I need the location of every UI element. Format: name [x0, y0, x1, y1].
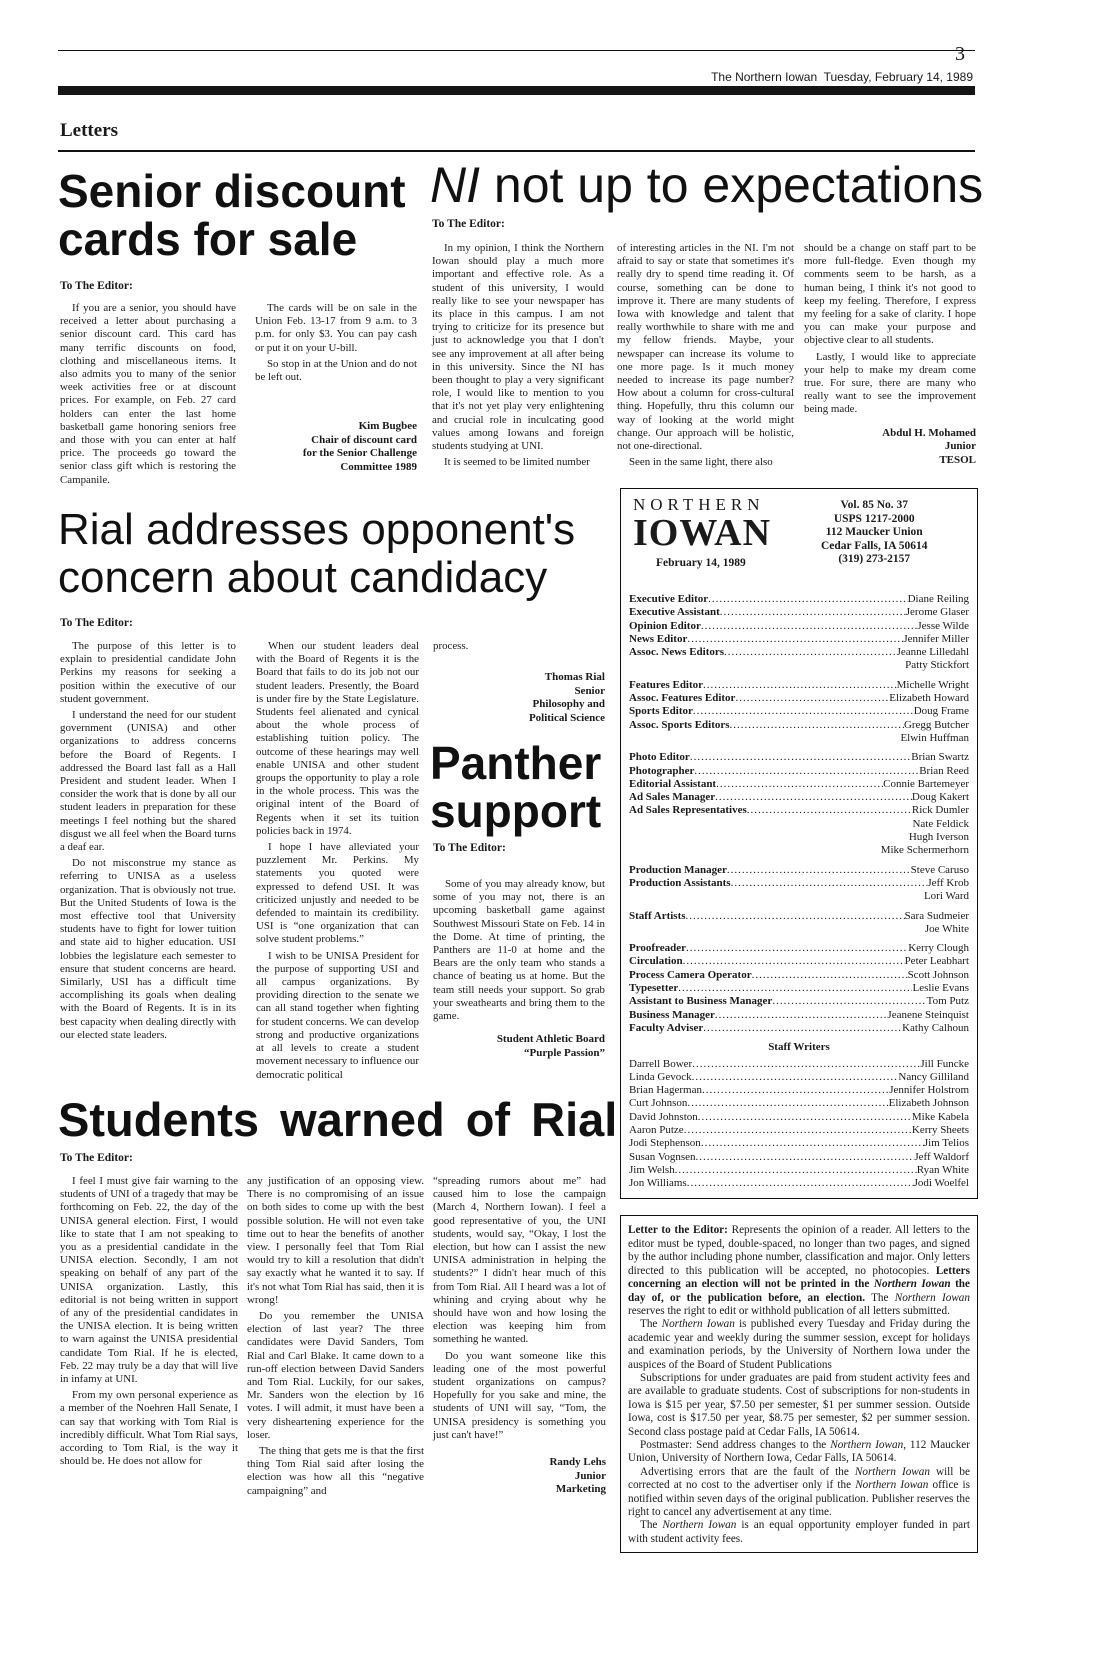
staff-name: Jeanne Lilledahl: [896, 646, 969, 659]
staff-role: Editorial Assistant: [629, 777, 717, 790]
paragraph: If you are a senior, you should have received a letter about purchasing a senior discount card. This card has many terrific discounts on food, clothing and miscellaneous items. It also admits you to many of the senior week activities free or at discount prices. For example, on Feb. 27 card holders can enter the last home basketball game honoring seniors free and those with you can enter at half price. The proceeds go toward the senior class gift which is restoring the Campanile.: [60, 302, 236, 486]
ni-col-1: [432, 242, 604, 472]
paragraph: should be a change on staff part to be more full-fledge. Even though my comments seem to be harsh, as a human being, I think it's not good to keep my feeling. Therefore, I express my feeling for a sake of clarity. I hope you can make your purpose and objective clear to all students.: [804, 242, 976, 347]
staff-row: [629, 804, 969, 817]
staff-writer: Jim Telios: [923, 1137, 969, 1150]
leader-dots: [696, 1151, 915, 1164]
senior-col-2: [255, 302, 417, 474]
staff-group: [629, 942, 969, 1035]
staff-role: Photo Editor: [629, 751, 690, 764]
masthead-info-line: Vol. 85 No. 37: [840, 499, 909, 511]
staff-row: [629, 969, 969, 982]
notice-text: Letters concerning an election will not be printed in the: [628, 1264, 970, 1291]
staff-writers-title: Staff Writers: [768, 1041, 830, 1054]
notice-text: will be corrected at no cost to the advertiser only if the: [628, 1465, 970, 1492]
staff-row: [629, 1009, 969, 1022]
warned-col-3: [433, 1175, 606, 1497]
top-rule: [58, 50, 975, 51]
staff-writer: Nancy Gilliland: [898, 1070, 969, 1083]
notice-paragraph: [628, 1466, 970, 1520]
rial-col-3: [433, 640, 605, 725]
staff-role: Sports Editor: [629, 705, 693, 718]
staff-writer-row: [629, 1124, 969, 1137]
staff-row: [629, 791, 969, 804]
leader-dots: [692, 1071, 899, 1084]
masthead-box: [620, 488, 978, 1199]
staff-role: Staff Artists: [629, 909, 686, 922]
signature-line: Committee 1989: [340, 460, 417, 473]
staff-name: Kerry Clough: [908, 942, 969, 955]
leader-dots: [684, 1124, 912, 1137]
warned-col-2: [247, 1175, 424, 1501]
staff-writer: Jeff Waldorf: [914, 1150, 969, 1163]
staff-writer-row: [629, 1177, 969, 1190]
signature-line: Kim Bugbee: [358, 420, 417, 433]
notice-text: Represents the opinion of a reader. All letters to the editor must be typed, double-spaced, no longer than two pages, and signed by the author including phone number, classification and major. Only letters directed to this publication will be accepted, no photocopies.: [628, 1224, 970, 1277]
leader-dots: [675, 1164, 917, 1177]
staff-writer: Jodi Woelfel: [913, 1177, 969, 1190]
signature-line: Junior: [944, 440, 976, 453]
ni-col-3: [804, 242, 976, 467]
staff-writer: Susan Vognsen: [629, 1150, 696, 1163]
leader-dots: [694, 765, 919, 778]
staff-role: Ad Sales Manager: [629, 791, 716, 804]
notice-text: The: [640, 1519, 663, 1532]
leader-dots: [702, 1084, 889, 1097]
staff-writer-row: [629, 1164, 969, 1177]
masthead-name-top: NORTHERN: [633, 495, 765, 514]
staff-row: [629, 751, 969, 764]
paragraph: I understand the need for our student government (UNISA) and other organizations to address concerns before the Board of Regents. I addressed the Board last fall as a Hall President and student leader. When I consider the work that is done by all our student leaders in preparation for these meetings I feel nothing but the shared disgust we all feel when the Board turns a deaf ear.: [60, 709, 236, 854]
staff-group: [629, 910, 969, 937]
staff-role: Typesetter: [629, 982, 679, 995]
staff-name: Jeff Krob: [927, 876, 969, 889]
staff-row: [629, 606, 969, 619]
paragraph: any justification of an opposing view. There is no compromising of an issue on both sides to come up with the best possible solution. He will not even take time out to hear the benefits of another view. I personally feel that Tom Rial would try to kill a resolution that didn't say exactly what he wanted it to say. If it's not what Tom Rial has said, then it is wrong!: [247, 1175, 424, 1306]
staff-role: Process Camera Operator: [629, 968, 752, 981]
leader-dots: [772, 995, 926, 1008]
masthead-name-bottom: IOWAN: [633, 512, 772, 554]
staff-name: Jerome Glaser: [905, 606, 969, 619]
paragraph: I hope I have alleviated your puzzlement Mr. Perkins. My statements you quoted were expressed to defend USI. It was criticized unjustly and needed to be defended to maintain its credibility. USI is “one organization that can solve student problems.”: [256, 841, 419, 946]
staff-name: Gregg Butcher: [903, 718, 969, 731]
staff-name: Kathy Calhoun: [902, 1021, 969, 1034]
staff-writer: Jon Williams: [629, 1177, 687, 1190]
paragraph: Do you want someone like this leading one of the most powerful student organizations on campus? Hopefully for you sake and mine, the students of UNI will say, “Tom, the UNISA presidency is something you just can't have!”: [433, 1349, 606, 1441]
staff-name: Steve Caruso: [910, 863, 969, 876]
rial-col-2: [256, 640, 419, 1085]
paragraph: The thing that gets me is that the first thing Tom Rial said after losing the election was how all this “negative campaigning” and: [247, 1445, 424, 1497]
staff-row: [629, 705, 969, 718]
leader-dots: [687, 1097, 888, 1110]
staff-name: Elizabeth Howard: [889, 692, 969, 705]
salutation: To The Editor:: [60, 280, 133, 292]
staff-row: [629, 942, 969, 955]
staff-writer: Kerry Sheets: [911, 1123, 969, 1136]
leader-dots: [690, 751, 911, 764]
headline-rest: not up to expectations: [480, 157, 984, 213]
staff-writer: Jennifer Holstrom: [889, 1084, 969, 1097]
staff-name: Nate Feldick: [912, 817, 969, 830]
leader-dots: [686, 942, 908, 955]
staff-role: Proofreader: [629, 942, 687, 955]
section-title: Letters: [60, 120, 119, 141]
staff-row: [629, 620, 969, 633]
paragraph: Lastly, I would like to appreciate your help to make my dream come true. For sure, there are many who really want to see the improvement being made.: [804, 350, 976, 416]
staff-name: Jennifer Miller: [903, 632, 969, 645]
staff-role: Features Editor: [629, 678, 704, 691]
staff-name: Diane Reiling: [907, 593, 969, 605]
signature-rial: [433, 671, 605, 725]
signature-line: Senior: [574, 684, 605, 697]
notice-text: Northern Iowan: [854, 1465, 930, 1478]
notice-text: is an equal opportunity employer funded in part with student activity fees.: [628, 1519, 970, 1545]
leader-dots: [693, 705, 914, 718]
notice-text: is published every Tuesday and Friday during the academic year and weekly during the summer session, except for holidays and examination periods, by the University of Northern Iowa under the auspices of the Board of Student Publications: [628, 1318, 970, 1371]
notice-text: Northern Iowan: [855, 1479, 929, 1492]
notice-text: Letter to the Editor:: [628, 1224, 728, 1237]
staff-writer: Linda Gevock: [629, 1070, 692, 1083]
staff-name: Peter Leabhart: [904, 955, 969, 968]
headline-ni-expectations: [430, 157, 984, 213]
paragraph: Some of you may already know, but some of you may not, there is an upcoming basketball game against Southwest Missouri State on Feb. 14 in the Dome. At time of printing, the Panthers are 11-0 at home and the Bears are the only team who stands a chance of beating us at home. But the team still needs your support. So grab your sweathearts and bring them to the game.: [433, 878, 605, 1023]
staff-role: Executive Editor: [629, 593, 709, 605]
signature-line: TESOL: [939, 453, 976, 466]
paper-dateline: The Northern Iowan Tuesday, February 14, 1989: [711, 70, 973, 84]
signature-line: Marketing: [555, 1483, 606, 1496]
staff-row: [629, 864, 969, 877]
staff-role: Assoc. Features Editor: [629, 692, 736, 705]
header-bar: [58, 86, 975, 95]
staff-role: Assoc. News Editors: [629, 646, 725, 659]
staff-row: [629, 633, 969, 646]
staff-name: Lori Ward: [923, 890, 969, 903]
staff-row: [629, 778, 969, 791]
ni-col-2: [617, 242, 794, 472]
staff-role: Assistant to Business Manager: [629, 995, 773, 1008]
leader-dots: [730, 719, 904, 732]
staff-writer: Curt Johnson: [629, 1097, 688, 1110]
staff-name: Tom Putz: [926, 995, 969, 1008]
paragraph: process.: [433, 640, 469, 652]
staff-name: Joe White: [924, 922, 969, 935]
paragraph: Seen in the same light, there also: [629, 456, 773, 469]
staff-name: Doug Kakert: [911, 791, 969, 804]
paragraph: Do you remember the UNISA election of last year? The three candidates were David Sanders, Tom Rial and Carl Blake. It came down to a run-off election between David Sanders and Tom Rial. Luckily, for our sakes, Mr. Sanders won the election by 16 votes. I will admit, it must have been a very disheartening experience for the loser.: [247, 1310, 424, 1441]
paragraph: I feel I must give fair warning to the students of UNI of a tragedy that may be forthcoming on Feb. 22, the day of the UNISA general election. First, I would like to state that I am not speaking to you as a presidential candidate in the UNISA election. Secondly, I am not speaking on behalf of any part of the UNISA organization. Lastly, this editorial is not being written in support of any of the presidential candidates in the UNISA election. It is being written to warn against the UNISA presidential candidate Tom Rial. If he is elected, Feb. 22 may truly be a day that will live in infamy at UNI.: [60, 1175, 238, 1386]
staff-name: Hugh Iverson: [908, 831, 969, 844]
signature-line: Student Athletic Board: [496, 1033, 605, 1046]
headline-line: support: [430, 785, 602, 837]
staff-row: [629, 593, 969, 606]
leader-dots: [715, 791, 912, 804]
notice-paragraph: [628, 1224, 970, 1318]
leader-dots: [752, 969, 908, 982]
signature-line: “Purple Passion”: [524, 1046, 605, 1059]
leader-dots: [686, 910, 905, 923]
headline-italic: NI: [430, 157, 480, 213]
staff-role: Production Manager: [629, 863, 727, 876]
masthead-info-line: 112 Maucker Union: [825, 526, 923, 538]
staff-writer-row: [629, 1084, 969, 1097]
notice-paragraph: [628, 1318, 970, 1372]
notice-text: reserves the right to edit or withhold publication of all letters submitted.: [628, 1304, 950, 1317]
paragraph: In my opinion, I think the Northern Iowan should play a much more important and effective role. As a student of this university, I would really like to see your newspaper has its place in this campus. I am not trying to criticize for its presence but just to acknowledge you that I don't see any improvement at all after being in this university. Since the NI has been thought to play a very significant role, I would like to mention to you that it's not yet play very enlightening and crucial role in inculcating good values among Iowans and foreign students studying at UNI.: [432, 242, 604, 453]
staff-row: [629, 1022, 969, 1035]
leader-dots: [692, 1058, 920, 1071]
signature-line: Randy Lehs: [549, 1456, 606, 1469]
notice-text: Northern Iowan: [894, 1291, 970, 1304]
leader-dots: [703, 679, 897, 692]
staff-group: [629, 593, 969, 673]
notice-text: The: [865, 1291, 895, 1304]
notice-text: Advertising errors that are the fault of the: [640, 1465, 855, 1478]
staff-writer: Elizabeth Johnson: [888, 1097, 969, 1110]
staff-name: Jesse Wilde: [917, 619, 969, 632]
staff-row: [629, 765, 969, 778]
paragraph: of interesting articles in the NI. I'm not afraid to say or state that sometimes it's really dry to spend time reading it. Of course, something can be done to improve it. There are many students of Iowa with knowledge and talent that really worthwhile to share with me and my fellow friends. Maybe, your newspaper can increase its volume to one more page. Is it much money needed to increase its page number? How about a column for cross-cultural thing. Hopefully, thru this column our way of looking at the world might change. Our approach will be holistic, not one-directional.: [617, 242, 794, 453]
notice-text: Northern Iowan: [661, 1318, 735, 1331]
staff-row: [629, 982, 969, 995]
salutation: To The Editor:: [432, 218, 505, 230]
signature-senior: [255, 420, 417, 474]
leader-dots: [716, 778, 883, 791]
staff-name: Jeanene Steinquist: [887, 1008, 969, 1021]
notice-paragraph: [628, 1372, 970, 1439]
leader-dots: [727, 864, 911, 877]
headline-line: Senior discount: [58, 165, 406, 217]
senior-col-1: [60, 302, 236, 490]
paragraph: The purpose of this letter is to explain to presidential candidate John Perkins my reasons for seeking a position within the executive of our student government.: [60, 640, 236, 705]
staff-group: [629, 864, 969, 904]
staff-name: Scott Johnson: [907, 968, 969, 981]
staff-writer: Aaron Putze: [629, 1123, 684, 1136]
leader-dots: [698, 1111, 912, 1124]
staff-writer-row: [629, 1097, 969, 1110]
signature-line: Political Science: [528, 711, 605, 724]
paragraph: It is seemed to be limited number: [444, 456, 590, 469]
notice-text: office is notified within seven days of the original publication. Publisher reserves the right to cancel any advertisement at any time.: [628, 1479, 970, 1518]
staff-row: [629, 679, 969, 692]
staff-role: Photographer: [629, 764, 695, 777]
staff-row: [629, 910, 969, 923]
staff-writer-row: [629, 1111, 969, 1124]
headline-panther-support: [430, 737, 602, 837]
signature-ni: [804, 427, 976, 468]
salutation: To The Editor:: [60, 1152, 133, 1164]
leader-dots: [701, 620, 918, 633]
notice-text: Northern Iowan: [873, 1278, 951, 1291]
headline-line: concern about candidacy: [58, 553, 548, 602]
staff-writer: Jim Welsh: [629, 1163, 675, 1176]
signature-line: Thomas Rial: [544, 671, 605, 684]
leader-dots: [735, 692, 889, 705]
paragraph: The cards will be on sale in the Union Feb. 13-17 from 9 a.m. to 3 p.m. for only $3. You can pay cash or put it on your U-bill.: [255, 302, 417, 354]
staff-name: Brian Reed: [919, 764, 969, 777]
signature-panther: [433, 1033, 605, 1060]
staff-writer: Darrell Bower: [629, 1057, 693, 1070]
leader-dots: [715, 1009, 888, 1022]
panther-col-1: [433, 878, 605, 1060]
masthead-info-line: Cedar Falls, IA 50614: [821, 539, 928, 552]
staff-writer: Mike Kabela: [911, 1110, 969, 1123]
staff-role: News Editor: [629, 632, 688, 645]
staff-role: Opinion Editor: [629, 619, 701, 632]
notice-text: The: [640, 1318, 662, 1331]
staff-writer: Ryan White: [916, 1163, 969, 1176]
salutation: To The Editor:: [433, 842, 506, 854]
masthead-info-line: (319) 273-2157: [838, 553, 911, 565]
notice-text: Subscriptions for under graduates are paid from student activity fees and are available to graduate students. Cost of subscriptions for non-students in Iowa is $15 per year, $7.50 per semester, $1 per summer session. Outside Iowa, cost is $17.50 per year, $8.75 per semester, $2 per summer session. Second class postage paid at Cedar Falls, IA 50614.: [628, 1371, 970, 1438]
masthead-date: February 14, 1989: [656, 557, 746, 569]
paragraph: I wish to be UNISA President for the purpose of supporting USI and all campus organizations. By providing direction to the senate we can all stand together when fighting for student concerns. We can develop strong and productive organizations at all levels to create a student movement necessary to influence our democratic political: [256, 949, 419, 1081]
right-column: [620, 488, 978, 1553]
leader-dots: [701, 1137, 924, 1150]
warned-col-1: [60, 1175, 238, 1471]
notice-text: Northern Iowan: [830, 1438, 904, 1451]
paragraph: So stop in at the Union and do not be left out.: [255, 357, 417, 384]
notice-text: the day of, or the publication before, an election.: [628, 1278, 970, 1304]
staff-writer-row: [629, 1137, 969, 1150]
paragraph: Do not misconstrue my stance as referring to UNISA as a useless organization. That is obviously not true. But the United Students of Iowa is the most effective tool that University students have to fight for lower tuition and state aid to higher education. USI lobbies the legislature each semester to ensure that student concerns are heard. Similarly, USI has a difficult time accomplishing its goals when dealing with the Board of Regents. It is in its best capacity when dealing directly with our elected state leaders.: [60, 857, 236, 1041]
staff-group: [629, 679, 969, 745]
staff-row: [629, 692, 969, 705]
leader-dots: [678, 982, 912, 995]
staff-list: [629, 489, 969, 1190]
signature-line: Philosophy and: [532, 698, 605, 711]
staff-role: Faculty Adviser: [629, 1021, 704, 1034]
signature-line: Junior: [574, 1469, 606, 1482]
paragraph: From my own personal experience as a member of the Noehren Hall Senate, I can say that working with Tom Rial is incredibly difficult. What Tom Rial says, according to Tom Rial, is the way it should be. He does not allow for: [60, 1389, 238, 1468]
staff-role: Circulation: [629, 955, 683, 968]
staff-name: Michelle Wright: [896, 678, 969, 691]
leader-dots: [720, 606, 906, 619]
paragraph: “spreading rumors about me” had caused him to lose the campaign (March 4, Northern Iowan). I feel a good representative of you, the UNI students, would say, “Okay, I lost the election, but how can I assist the new UNISA administration in helping the students?” I didn't hear much of this from Tom Rial. All I heard was a lot of whining and crying about why he should have won and how losing the election was keeping him from something he wanted.: [433, 1175, 606, 1346]
notice-text: Northern Iowan: [662, 1519, 737, 1532]
staff-writer: Jill Funcke: [920, 1057, 969, 1070]
leader-dots: [683, 955, 905, 968]
staff-name: Mike Schermerhorn: [880, 844, 969, 857]
staff-name: Elwin Huffman: [900, 731, 969, 744]
leader-dots: [687, 1177, 914, 1190]
staff-row: [629, 646, 969, 659]
staff-role: Executive Assistant: [629, 606, 720, 619]
staff-name: Rick Dumler: [911, 804, 969, 817]
notice-paragraph: [628, 1519, 970, 1546]
leader-dots: [687, 633, 903, 646]
masthead-info-line: USPS 1217-2000: [833, 512, 915, 525]
leader-dots: [703, 1022, 902, 1035]
staff-row: [629, 719, 969, 732]
leader-dots: [708, 593, 907, 606]
staff-writer-row: [629, 1058, 969, 1071]
headline-students-warned: [58, 1093, 618, 1146]
notice-paragraph: [628, 1439, 970, 1466]
headline-senior-discount: [58, 165, 406, 265]
paragraph: When our student leaders deal with the Board of Regents it is the Board that fails to do its job not our student leaders. Presently, the Board is under fire by the State Legislature. Students feel alienated and cynical about the whole process of establishing tuition policy. The outcome of these hearings may well enable UNISA and other student groups the opportunity to play a role in the whole process. This was the original intent of the Board of Regents when it set its tuition policies back in 1974.: [256, 640, 419, 837]
staff-writer: Jodi Stephenson: [629, 1137, 701, 1150]
staff-group: [629, 751, 969, 857]
signature-line: Abdul H. Mohamed: [882, 426, 976, 439]
headline-rial-addresses: [58, 505, 576, 602]
staff-row: [629, 995, 969, 1008]
staff-role: Ad Sales Representatives: [629, 804, 747, 817]
headline-line: Rial addresses opponent's: [58, 505, 576, 554]
headline-line: cards for sale: [58, 213, 358, 265]
headline-line: Students warned of Rial: [58, 1093, 618, 1146]
staff-name: Connie Bartemeyer: [883, 777, 969, 790]
salutation: To The Editor:: [60, 617, 133, 629]
staff-writer: Brian Hagerman: [629, 1084, 702, 1097]
staff-role: Assoc. Sports Editors: [629, 718, 730, 731]
staff-row: [629, 877, 969, 890]
page-number: 3: [955, 43, 965, 65]
staff-name: Patty Stickfort: [905, 659, 969, 672]
staff-role: Production Assistants: [629, 876, 731, 889]
staff-name: Brian Swartz: [911, 751, 969, 764]
publication-notice-box: [620, 1215, 978, 1553]
headline-line: Panther: [430, 737, 602, 789]
section-rule: [58, 150, 975, 152]
staff-writer: David Johnston: [629, 1110, 698, 1123]
leader-dots: [747, 804, 912, 817]
staff-row: [629, 955, 969, 968]
rial-col-1: [60, 640, 236, 1045]
staff-writer-row: [629, 1071, 969, 1084]
leader-dots: [731, 877, 928, 890]
signature-line: Chair of discount card: [311, 433, 417, 446]
leader-dots: [724, 646, 897, 659]
staff-name: Leslie Evans: [912, 982, 969, 995]
signature-line: for the Senior Challenge: [302, 447, 417, 460]
staff-role: Business Manager: [629, 1008, 715, 1021]
staff-writer-row: [629, 1151, 969, 1164]
staff-name: Sara Sudmeier: [904, 909, 969, 922]
notice-text: Postmaster: Send address changes to the: [640, 1438, 831, 1451]
staff-name: Doug Frame: [913, 705, 969, 718]
notice-text: , 112 Maucker Union, University of Northern Iowa, Cedar Falls, IA 50614.: [628, 1438, 971, 1465]
signature-warned: [433, 1456, 606, 1497]
